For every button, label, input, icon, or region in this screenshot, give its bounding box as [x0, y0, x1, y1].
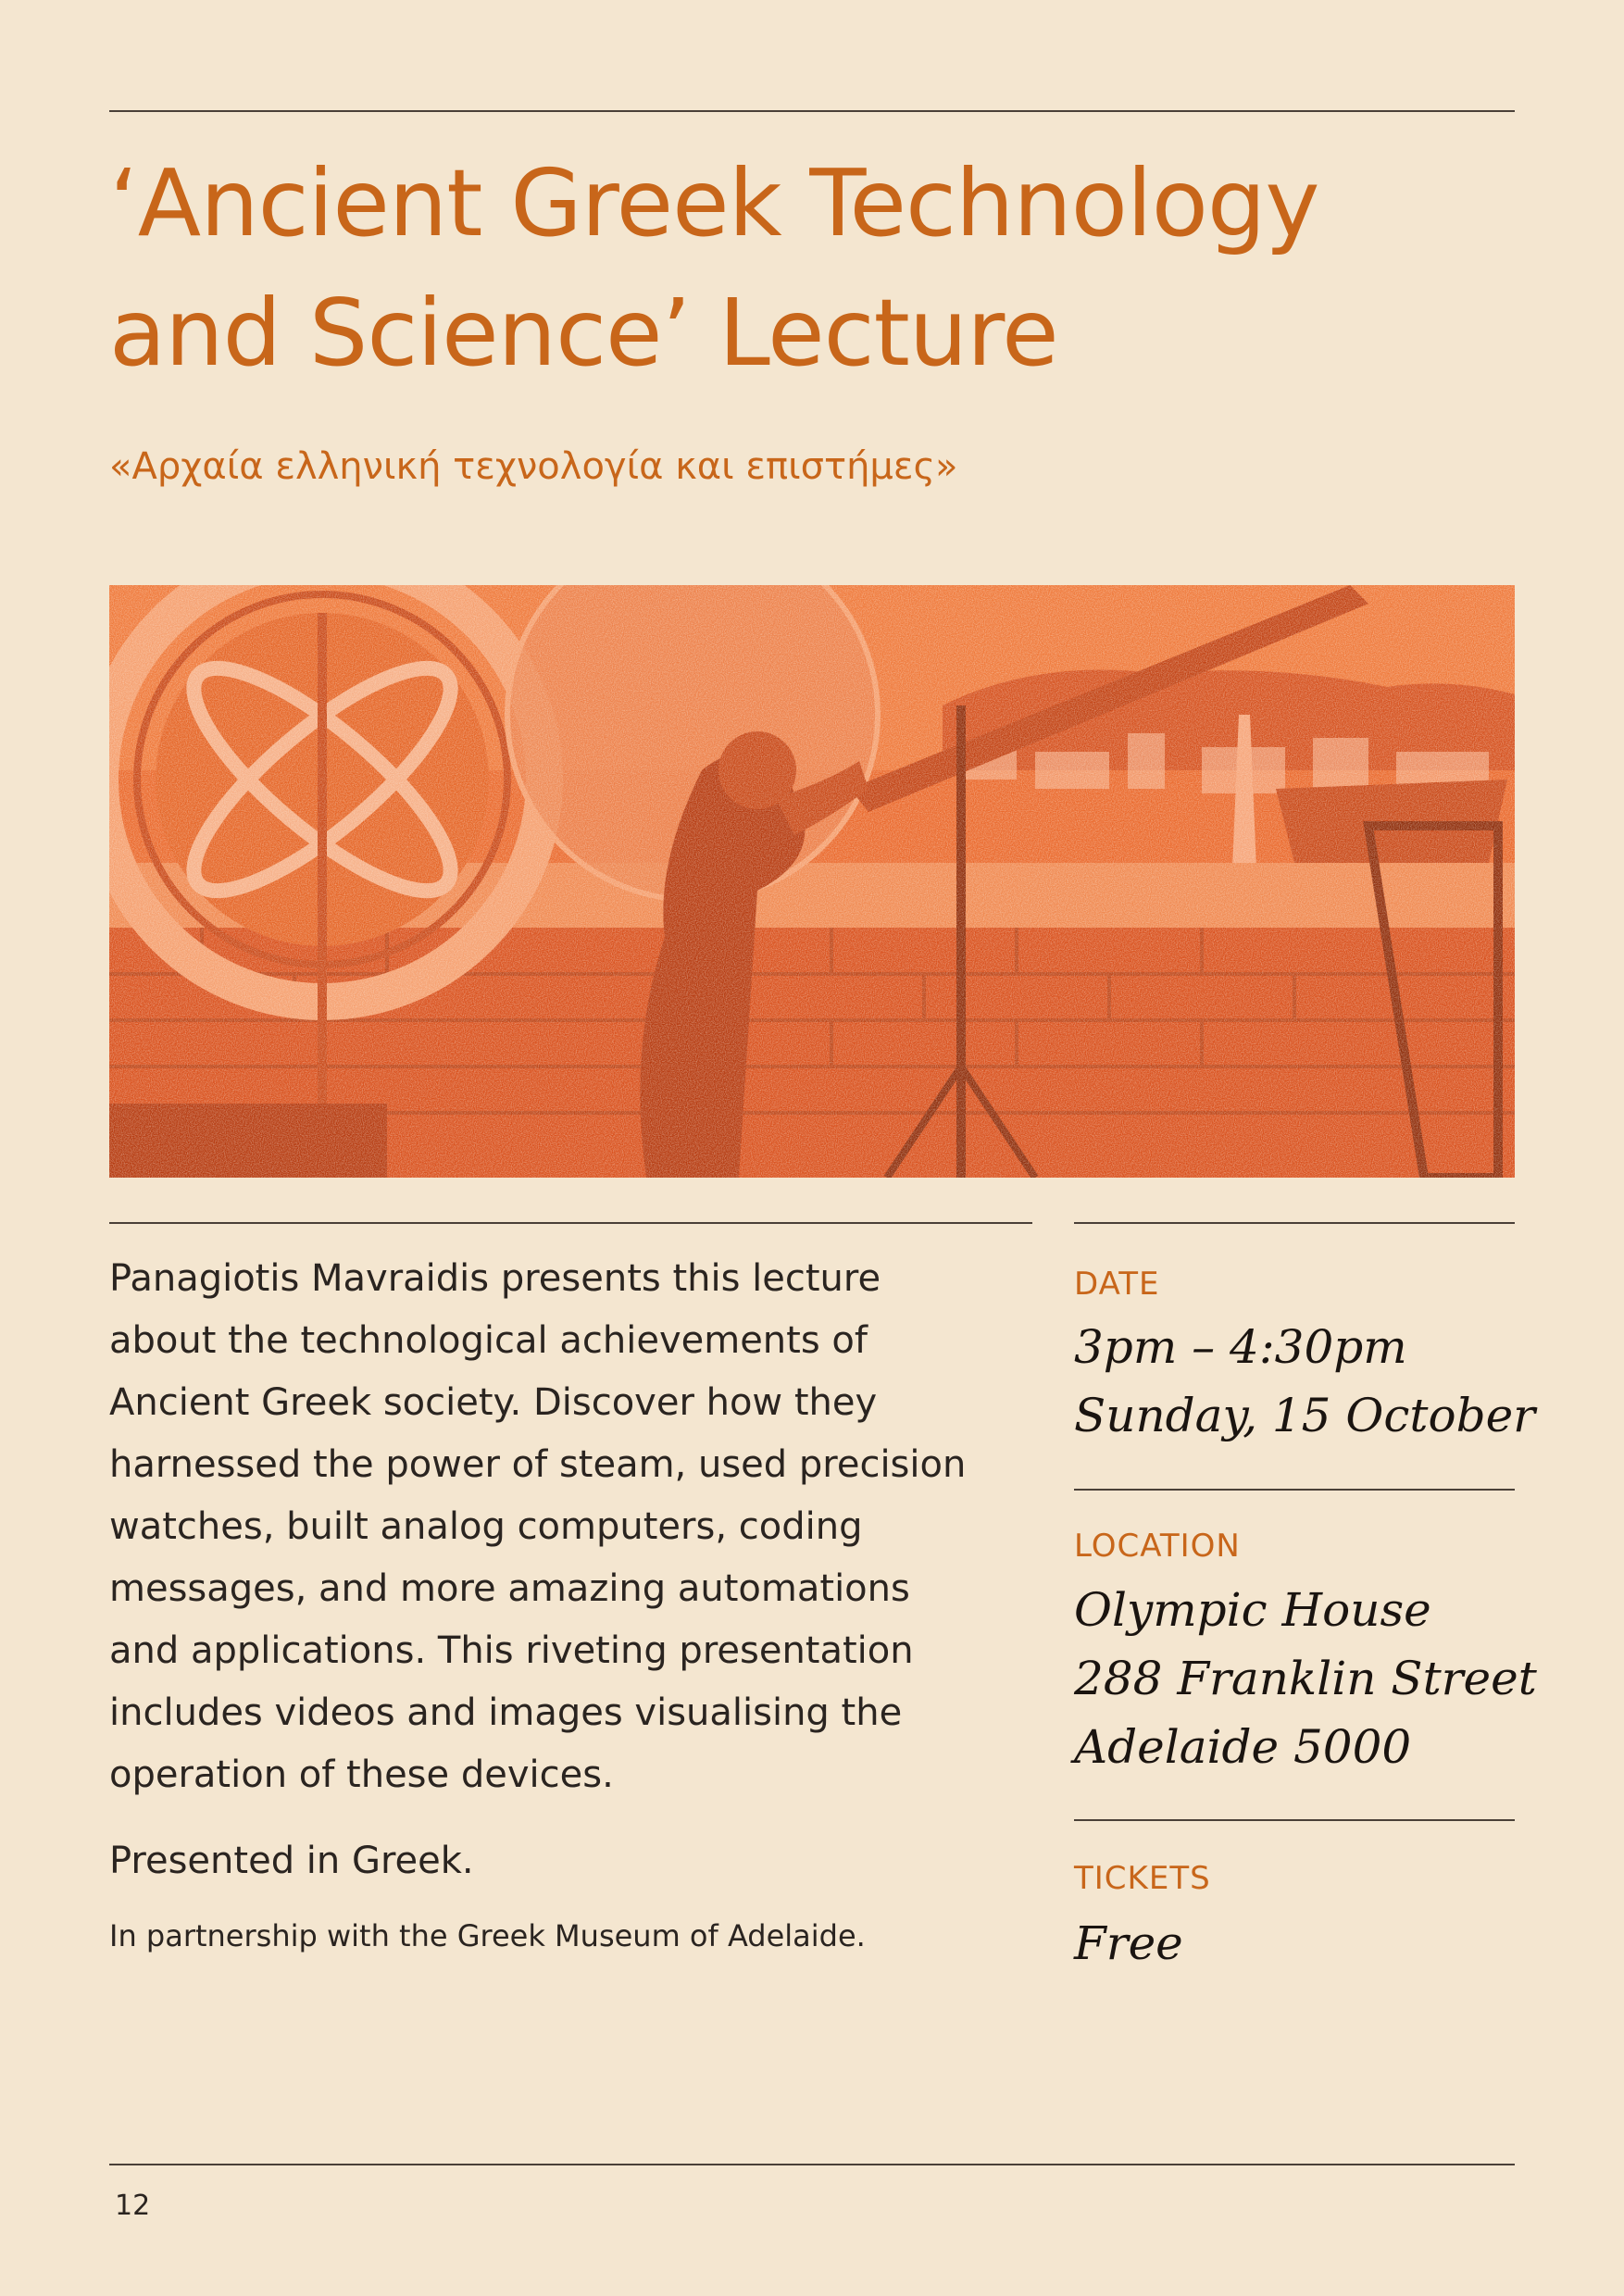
description-line: harnessed the power of steam, used precision	[109, 1443, 967, 1486]
lecture-description	[109, 1248, 998, 1806]
info-rule-tickets	[1074, 1819, 1515, 1821]
venue-name: Olympic House	[1074, 1583, 1431, 1637]
location-value	[1074, 1576, 1537, 1781]
description-line: operation of these devices.	[109, 1753, 614, 1796]
tickets-label: TICKETS	[1074, 1860, 1211, 1897]
event-time: 3pm – 4:30pm	[1074, 1320, 1407, 1374]
language-note: Presented in Greek.	[109, 1840, 474, 1882]
greek-subtitle: «Αρχαία ελληνική τεχνολογία και επιστήμες»	[109, 445, 958, 488]
page-title	[109, 139, 1554, 398]
astronomer-illustration	[109, 585, 1515, 1178]
ticket-price: Free	[1074, 1916, 1183, 1970]
description-line: messages, and more amazing automations	[109, 1567, 910, 1610]
description-line: includes videos and images visualising the	[109, 1691, 903, 1734]
info-rule-date	[1074, 1222, 1515, 1224]
title-line-2: and Science’ Lecture	[109, 279, 1058, 387]
top-rule	[109, 110, 1515, 112]
date-value	[1074, 1313, 1536, 1450]
event-day: Sunday, 15 October	[1074, 1389, 1536, 1442]
description-line: watches, built analog computers, coding	[109, 1505, 863, 1548]
partnership-note: In partnership with the Greek Museum of Adelaide.	[109, 1918, 866, 1953]
page-number: 12	[115, 2190, 151, 2222]
description-line: Panagiotis Mavraidis presents this lecture	[109, 1257, 881, 1300]
description-line: Ancient Greek society. Discover how they	[109, 1381, 878, 1424]
title-line-1: ‘Ancient Greek Technology	[109, 149, 1319, 257]
venue-street: 288 Franklin Street	[1074, 1652, 1537, 1705]
tickets-value	[1074, 1909, 1515, 1978]
bottom-rule	[109, 2164, 1515, 2165]
venue-city: Adelaide 5000	[1074, 1720, 1412, 1774]
date-label: DATE	[1074, 1266, 1160, 1303]
body-rule	[109, 1222, 1032, 1224]
info-rule-location	[1074, 1489, 1515, 1491]
description-line: about the technological achievements of	[109, 1319, 868, 1362]
location-label: LOCATION	[1074, 1528, 1241, 1565]
description-line: and applications. This riveting presentation	[109, 1629, 914, 1672]
